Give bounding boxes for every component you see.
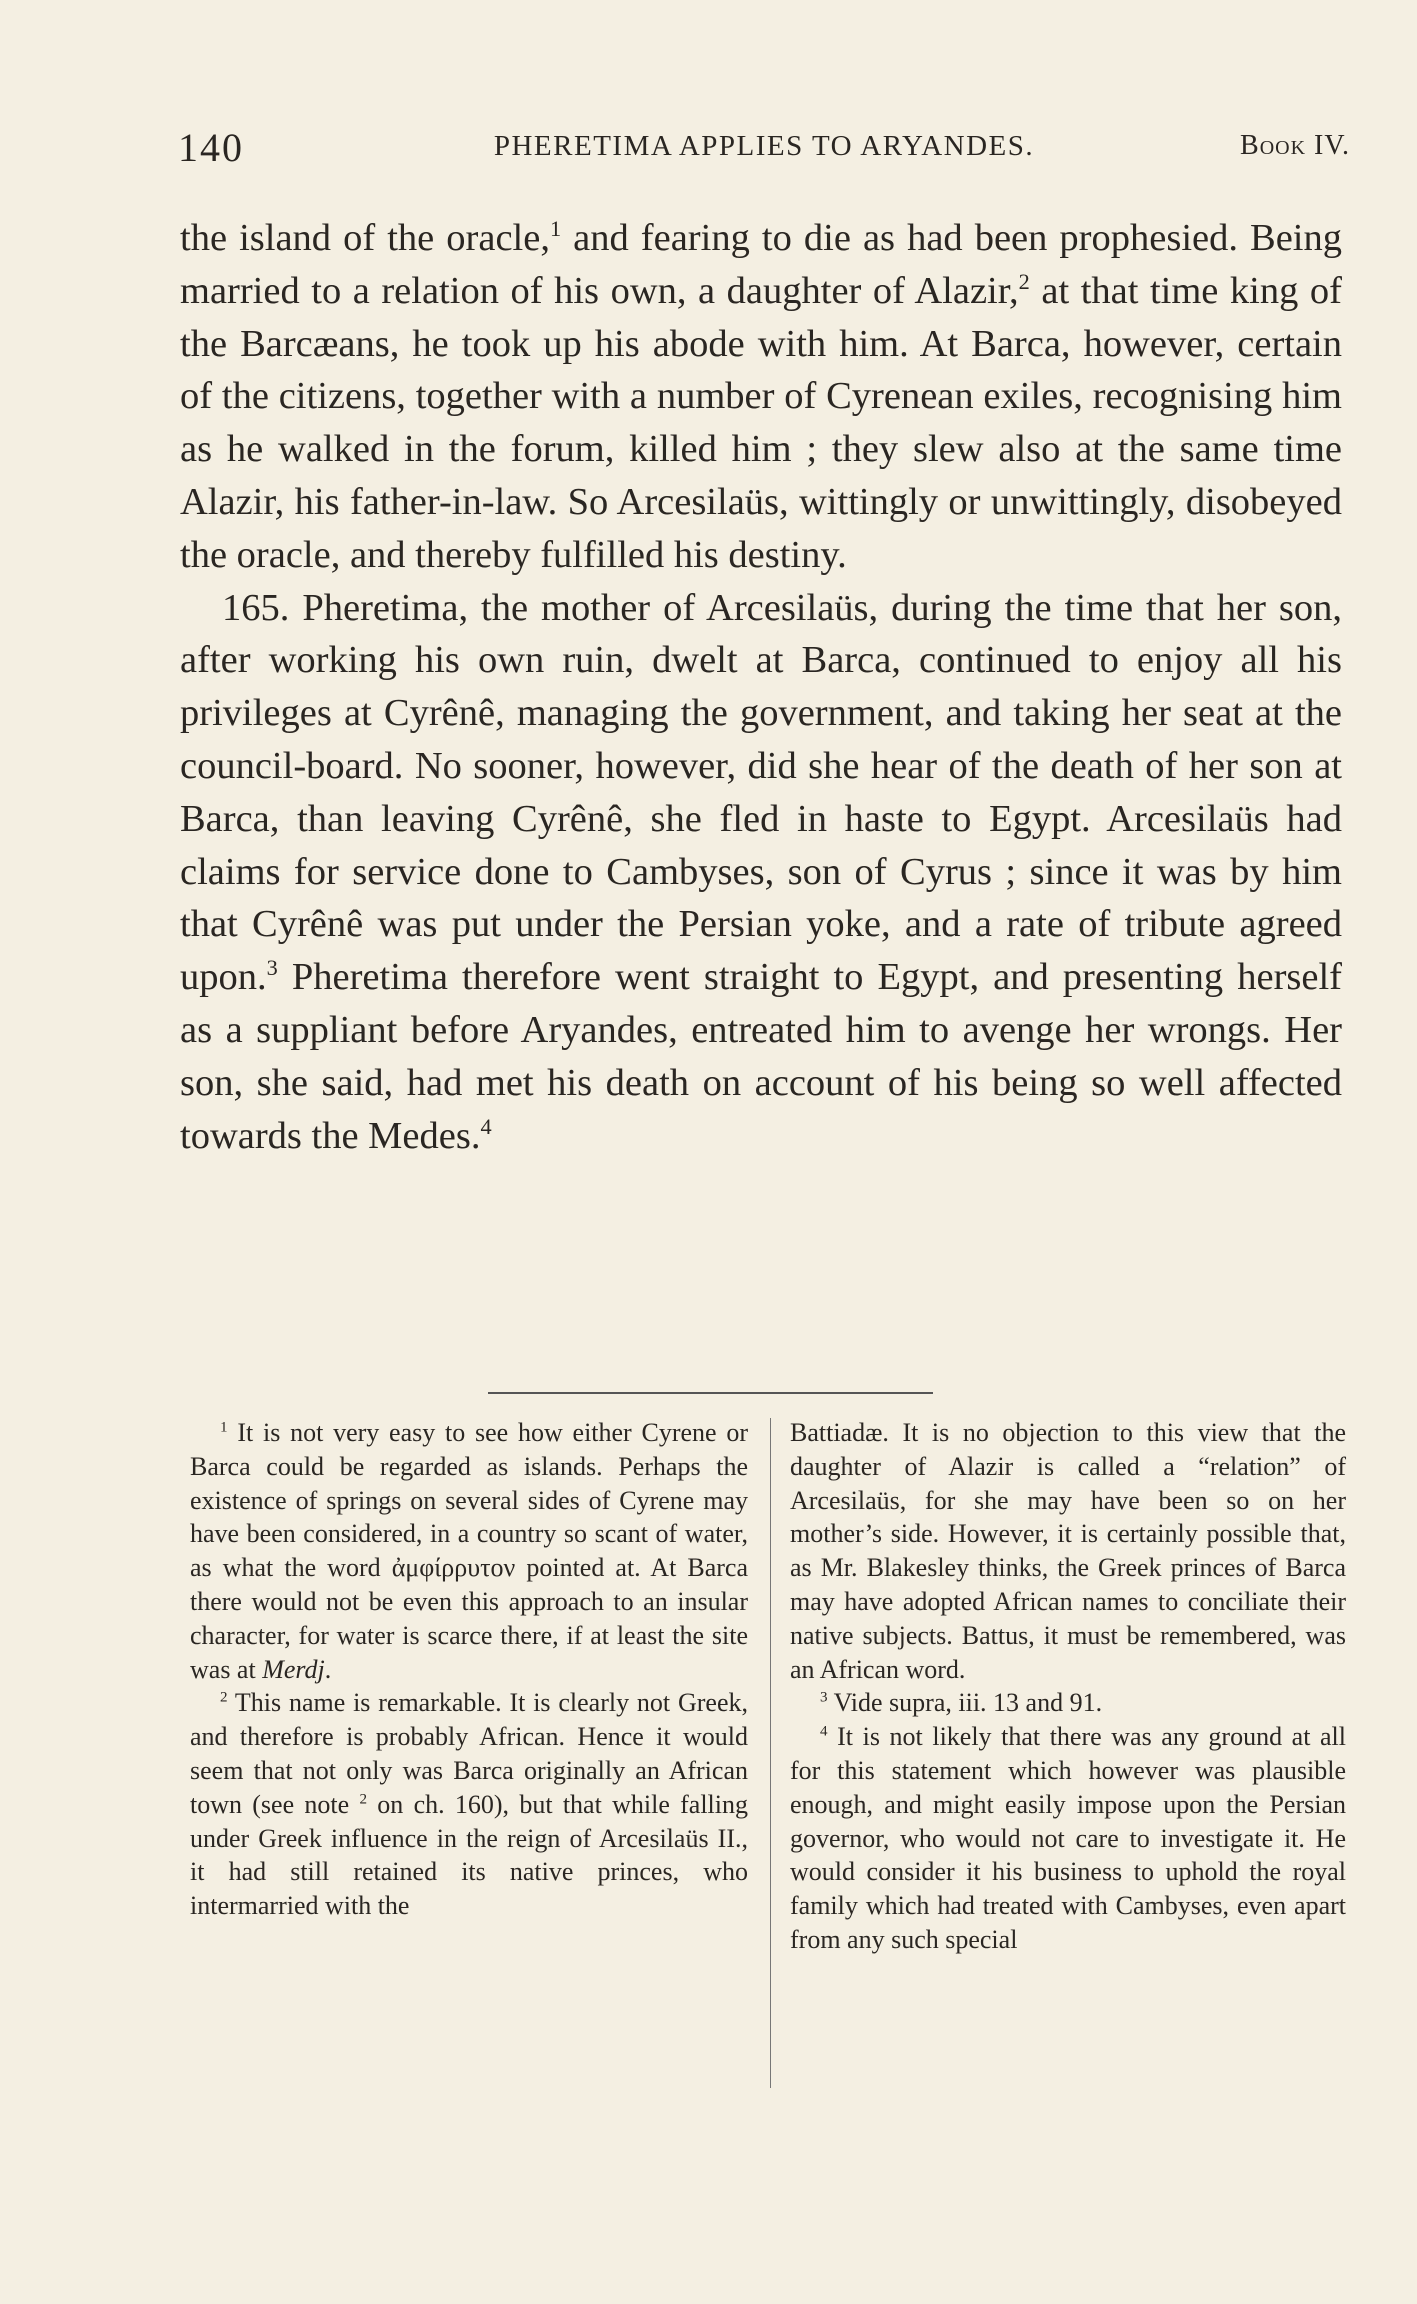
footnote-ref-1: 1 xyxy=(549,216,562,242)
footnote-4 xyxy=(790,1720,1346,1957)
footnote-separator xyxy=(488,1392,933,1394)
text-run: Vide supra, iii. 13 and 91. xyxy=(827,1688,1103,1718)
footnote-ref-4: 4 xyxy=(480,1113,492,1139)
footnote-mark: 3 xyxy=(820,1689,828,1706)
footnote-1 xyxy=(190,1416,748,1686)
footnote-ref-3: 3 xyxy=(266,955,278,981)
text-run: and fearing to die as had been prophesied. Being married to a relation of his own, a daughter of Alazir, xyxy=(180,217,1342,312)
footnote-2-continued: Battiadæ. It is no objection to this view that the daughter of Alazir is called a “relation” of Arcesilaüs, for she may have been so on her mother’s side. However, it is certainly possible that, as Mr. Blakesley thinks, the Greek princes of Barca may have adopted African names to conciliate their native subjects. Battus, it must be remembered, was an African word. xyxy=(790,1418,1346,1684)
text-run: Pheretima therefore went straight to Egypt, and presenting herself as a suppliant before Aryandes, entreated him to avenge her wrongs. Her son, she said, had met his death on account of his being so well affected towards the Medes. xyxy=(180,956,1342,1157)
footnote-2 xyxy=(190,1686,748,1923)
greek-word: ἀμφίρρυτον xyxy=(391,1553,516,1583)
footnotes-left-column xyxy=(190,1416,748,1923)
footnote-mark: 2 xyxy=(220,1689,228,1706)
footnote-3 xyxy=(790,1686,1346,1720)
text-run: It is not very easy to see how either Cyrene or Barca could be regarded as islands. Perhaps the existence of springs on several sides of Cyrene may have been considered, in a country so scant of water, as what the word xyxy=(190,1418,748,1583)
paragraph-section-165 xyxy=(180,582,1342,1163)
text-run: It is not likely that there was any ground at all for this statement which however was plausible enough, and might easily impose upon the Persian governor, who would not care to investigate it. He would consider it his business to uphold the royal family which had treated with Cambyses, even apart from any such special xyxy=(790,1722,1346,1954)
page-number: 140 xyxy=(178,125,244,170)
paragraph-continued xyxy=(180,212,1342,582)
main-text xyxy=(180,212,1342,1162)
footnote-ref-2: 2 xyxy=(1018,268,1030,294)
text-run: 165. Pheretima, the mother of Arcesilaüs, during the time that her son, after working his own ruin, dwelt at Barca, continued to enjoy all his privileges at Cyrênê, managing the government, and taking her seat at the council-board. No sooner, however, did she hear of the death of her son at Barca, than leaving Cyrênê, she fled in haste to Egypt. Arcesilaüs had claims for service done to Cambyses, son of Cyrus ; since it was by him that Cyrênê was put under the Persian yoke, and a rate of tribute agreed upon. xyxy=(180,586,1342,999)
text-run: the island of the oracle, xyxy=(180,217,550,259)
text-run: at that time king of the Barcæans, he took up his abode with him. At Barca, however, certain of the citizens, together with a number of Cyrenean exiles, recognising him as he walked in the forum, killed him ; they slew also at the same time Alazir, his father-in-law. So Arcesilaüs, wittingly or unwittingly, disobeyed the oracle, and thereby fulfilled his destiny. xyxy=(180,269,1342,576)
footnote-mark: 4 xyxy=(820,1723,828,1740)
running-title: PHERETIMA APPLIES TO ARYANDES. xyxy=(493,130,1035,162)
book-reference: Book IV. xyxy=(1240,130,1350,161)
text-run: on ch. 160), but that while falling under Greek influence in the reign of Arcesilaüs II., it had still retained its native princes, who intermarried with the xyxy=(190,1789,749,1921)
text-run: This name is remarkable. It is clearly not Greek, and therefore is probably African. Hence it would seem that not only was Barca originally an African town (see note xyxy=(190,1688,748,1819)
page-header xyxy=(178,118,1350,168)
place-name: Merdj xyxy=(262,1654,325,1684)
text-run: . xyxy=(324,1654,332,1684)
footnotes-right-column xyxy=(790,1416,1346,1957)
text-run: pointed at. At Barca there would not be even this approach to an insular character, for water is scarce there, if at least the site was at xyxy=(190,1553,748,1684)
note-ref: 2 xyxy=(359,1791,368,1808)
footnote-mark: 1 xyxy=(220,1419,228,1436)
column-divider xyxy=(770,1418,771,2088)
